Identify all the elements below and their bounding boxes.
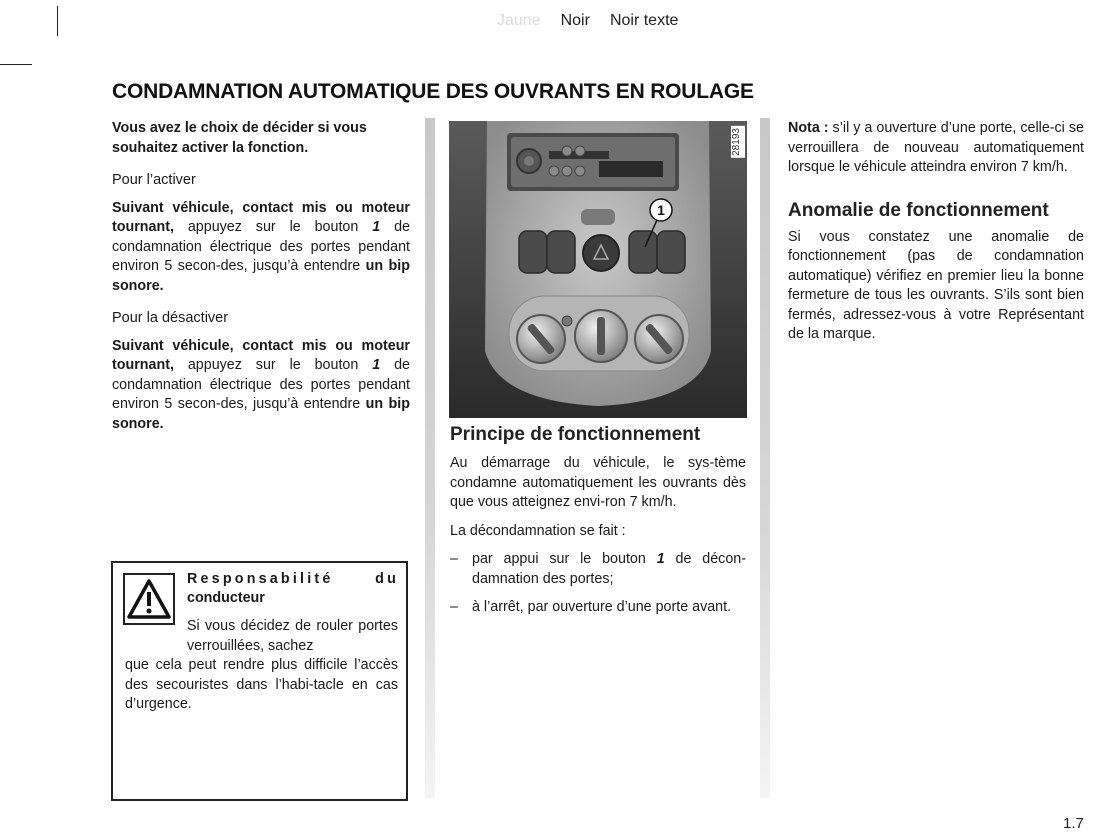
unlock-list bbox=[450, 550, 746, 618]
button-ref-1-b: 1 bbox=[372, 357, 381, 373]
deactivate-lead: Suivant véhicule, contact mis ou moteur tournant, bbox=[112, 337, 410, 373]
nota-label: Nota : bbox=[788, 120, 829, 136]
warning-title bbox=[187, 570, 399, 608]
list-item bbox=[450, 550, 746, 589]
dashboard-photo bbox=[449, 121, 747, 418]
intro-text: Vous avez le choix de décider si vous souhaitez activer la fonction. bbox=[112, 120, 367, 156]
tab-noir-texte: Noir texte bbox=[609, 12, 679, 29]
activate-instructions bbox=[112, 199, 410, 297]
color-separation-tabs bbox=[497, 12, 698, 30]
crop-mark-horizontal bbox=[0, 64, 32, 65]
column-divider-left bbox=[425, 118, 435, 798]
deactivate-bip: un bip sonore. bbox=[112, 396, 410, 432]
warning-text-rest: que cela peut rendre plus difficile l’accès des secouristes dans l’habi-tacle en cas d’urgence. bbox=[125, 657, 398, 712]
warning-text-indented: Si vous décidez de rouler portes verrouillées, sachez bbox=[187, 618, 398, 654]
warning-title-line2: conducteur bbox=[187, 590, 265, 606]
nota-text: s’il y a ouverture d’une porte, celle-ci se verrouillera de nouveau automatiquement lorsque le véhicule atteindra environ 7 km/h. bbox=[788, 120, 1084, 175]
page-title: CONDAMNATION AUTOMATIQUE DES OUVRANTS EN ROULAGE bbox=[112, 80, 754, 103]
left-column bbox=[112, 119, 410, 434]
tab-noir: Noir bbox=[560, 12, 590, 29]
list-item-1-text-b: de décon-damnation des portes; bbox=[472, 551, 746, 587]
deactivate-heading: Pour la désactiver bbox=[112, 310, 229, 326]
activate-lead: Suivant véhicule, contact mis ou moteur tournant, bbox=[112, 199, 410, 235]
principle-heading: Principe de fonctionnement bbox=[450, 424, 701, 445]
page-number: 1.7 bbox=[1063, 815, 1084, 832]
crop-mark-vertical bbox=[57, 6, 58, 36]
activate-bip: un bip sonore. bbox=[112, 258, 410, 294]
callout-label: 1 bbox=[657, 202, 665, 218]
warning-box bbox=[111, 561, 408, 801]
column-divider-right bbox=[760, 118, 770, 798]
list-item: – à l’arrêt, par ouverture d’une porte avant. bbox=[450, 598, 746, 618]
warning-text bbox=[125, 617, 398, 715]
nota-paragraph bbox=[788, 119, 1084, 178]
figure-reference: 28193 bbox=[731, 126, 745, 158]
button-ref-1-c: 1 bbox=[656, 551, 665, 567]
tab-jaune: Jaune bbox=[497, 12, 541, 29]
button-ref-1: 1 bbox=[372, 219, 381, 235]
activate-text-2: de condamnation électrique des portes pendant environ 5 secon-des, jusqu’à entendre bbox=[112, 219, 410, 274]
deactivate-text-1: appuyez sur le bouton bbox=[173, 357, 373, 373]
deactivate-instructions bbox=[112, 337, 410, 435]
middle-column bbox=[450, 422, 746, 618]
principle-paragraph: Au démarrage du véhicule, le sys-tème condamne automatiquement les ouvrants dès que vous atteignez envi-ron 7 km/h. bbox=[450, 455, 746, 510]
anomaly-paragraph: Si vous constatez une anomalie de fonctionnement (pas de condamnation automatique) vérifiez en premier lieu la bonne fermeture de tous les ouvrants. S’ils sont bien fermés, adressez-vous à votre Représentant de la marque. bbox=[788, 228, 1084, 342]
warning-title-line1: Responsabilité du bbox=[187, 571, 399, 587]
anomaly-heading: Anomalie de fonctionnement bbox=[788, 199, 1049, 221]
right-column bbox=[788, 119, 1084, 345]
activate-heading: Pour l’activer bbox=[112, 172, 196, 188]
list-item-1-text-a: par appui sur le bouton bbox=[472, 551, 657, 567]
activate-text-1: appuyez sur le bouton bbox=[173, 219, 373, 235]
deactivate-text-2: de condamnation électrique des portes pendant environ 5 secon-des, jusqu’à entendre bbox=[112, 357, 410, 412]
unlock-intro: La décondamnation se fait : bbox=[450, 522, 626, 539]
